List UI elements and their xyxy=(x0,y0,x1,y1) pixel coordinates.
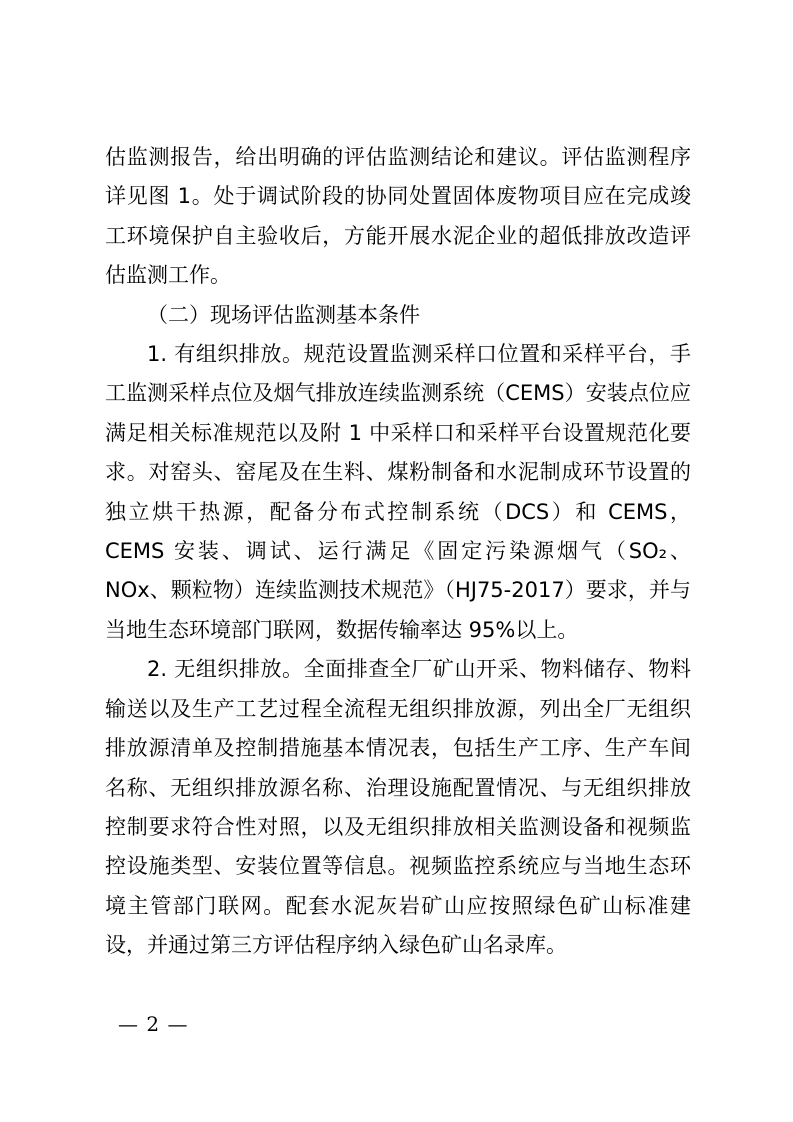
paragraph-item-2: 2. 无组织排放。全面排查全厂矿山开采、物料储存、物料输送以及生产工艺过程全流程无组织排放源，列出全厂无组织排放源清单及控制措施基本情况表，包括生产工序、生产车间名称、无组织排放源名称、治理设施配置情况、与无组织排放控制要求符合性对照，以及无组织排放相关监测设备和视频监控设施类型、安装位置等信息。视频监控系统应与当地生态环境主管部门联网。配套水泥灰岩矿山应按照绿色矿山标准建设，并通过第三方评估程序纳入绿色矿山名录库。 xyxy=(105,657,691,958)
section-heading: （二）现场评估监测基本条件 xyxy=(147,302,420,327)
page-number: — 2 — xyxy=(118,1012,189,1036)
paragraph-item-1: 1. 有组织排放。规范设置监测采样口位置和采样平台，手工监测采样点位及烟气排放连续监测系统（CEMS）安装点位应满足相关标准规范以及附 1 中采样口和采样平台设置规范化要求。对窑头、窑尾及在生料、煤粉制备和水泥制成环节设置的独立烘干热源，配备分布式控制系统（DCS）和 CEMS，CEMS 安装、调试、运行满足《固定污染源烟气（SO₂、NOx、颗粒物）连续监测技术规范》（HJ75-2017）要求，并与当地生态环境部门联网，数据传输率达 95%以上。 xyxy=(105,342,691,642)
document-body xyxy=(105,138,691,966)
paragraph-continuation: 估监测报告，给出明确的评估监测结论和建议。评估监测程序详见图 1。处于调试阶段的协同处置固体废物项目应在完成竣工环境保护自主验收后，方能开展水泥企业的超低排放改造评估监测工作。 xyxy=(105,145,691,288)
